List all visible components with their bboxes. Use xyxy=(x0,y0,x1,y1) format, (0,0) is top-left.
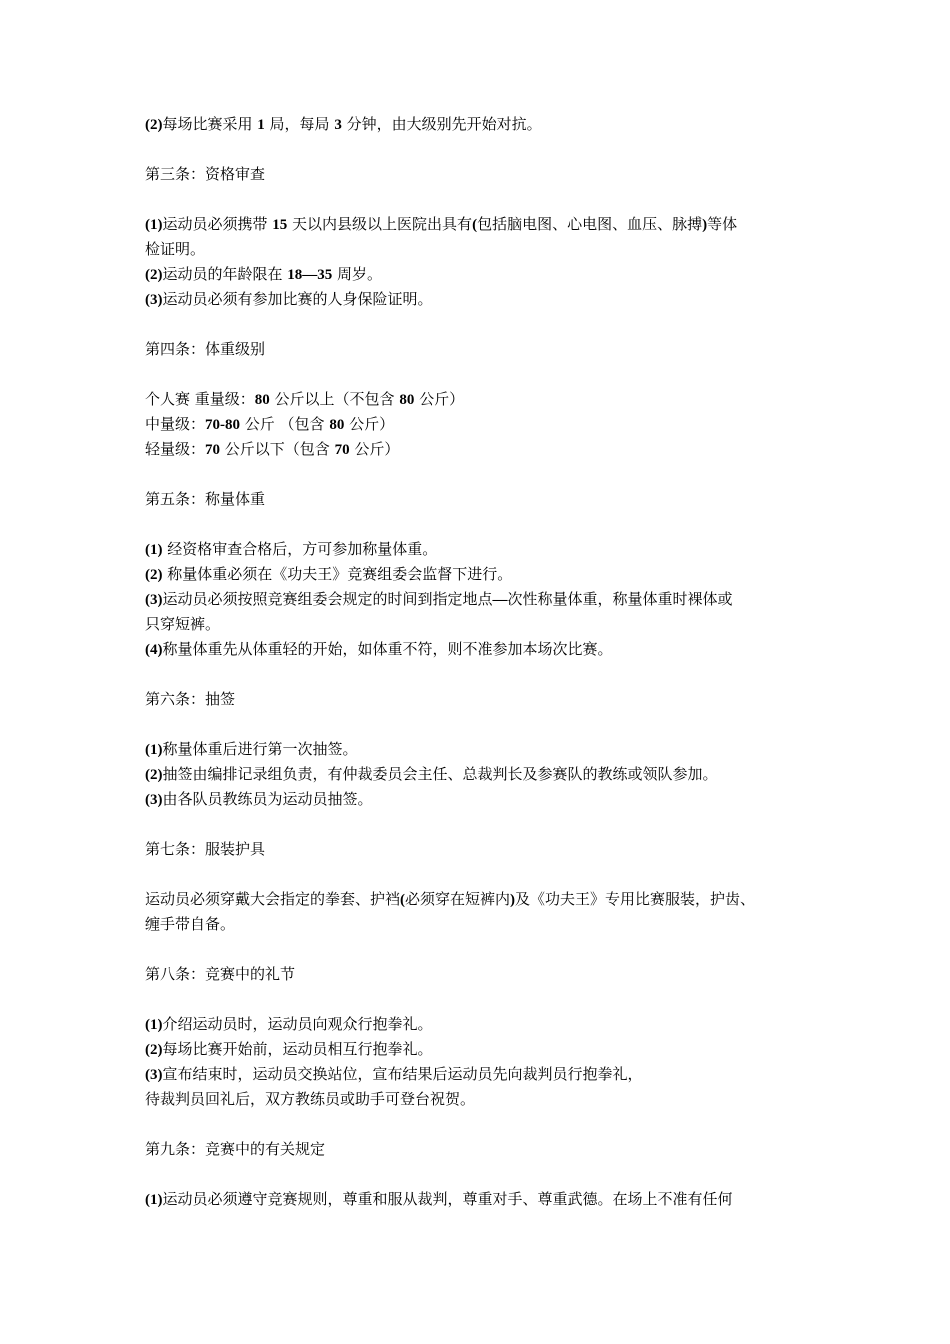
text-line: (3)由各队员教练员为运动员抽签。 xyxy=(145,790,373,808)
text-line: (1) 经资格审查合格后，方可参加称量体重。 xyxy=(145,540,438,558)
text-line: 中量级：70-80 公斤 （包含 80 公斤） xyxy=(145,415,395,433)
section-heading: 第七条：服装护具 xyxy=(145,840,266,858)
text-line: (3)运动员必须有参加比赛的人身保险证明。 xyxy=(145,290,433,308)
text-line: (1)介绍运动员时，运动员向观众行抱拳礼。 xyxy=(145,1015,433,1033)
document-page xyxy=(145,112,825,1212)
text-line: (2)运动员的年龄限在 18—35 周岁。 xyxy=(145,265,383,283)
section-heading: 第八条：竞赛中的礼节 xyxy=(145,965,296,983)
text-line: (1)运动员必须遵守竞赛规则，尊重和服从裁判，尊重对手、尊重武德。在场上不准有任何 xyxy=(145,1190,733,1208)
text-line: 个人赛 重量级：80 公斤以上（不包含 80 公斤） xyxy=(145,390,465,408)
section-heading: 第三条：资格审查 xyxy=(145,165,266,183)
text-line: (1)运动员必须携带 15 天以内县级以上医院出具有(包括脑电图、心电图、血压、脉搏)等体 xyxy=(145,215,738,233)
text-line: (3)宣布结束时，运动员交换站位，宣布结果后运动员先向裁判员行抱拳礼， xyxy=(145,1065,643,1083)
text-line: 只穿短裤。 xyxy=(145,615,221,633)
section-heading: 第九条：竞赛中的有关规定 xyxy=(145,1140,326,1158)
text-line: (4)称量体重先从体重轻的开始，如体重不符，则不准参加本场次比赛。 xyxy=(145,640,613,658)
text-line: (3)运动员必须按照竞赛组委会规定的时间到指定地点—次性称量体重，称量体重时裸体或 xyxy=(145,590,733,608)
text-line: (2) 称量体重必须在《功夫王》竞赛组委会监督下进行。 xyxy=(145,565,513,583)
text-line: 缠手带自备。 xyxy=(145,915,236,933)
section-heading: 第四条：体重级别 xyxy=(145,340,266,358)
text-line: (1)称量体重后进行第一次抽签。 xyxy=(145,740,358,758)
section-heading: 第六条：抽签 xyxy=(145,690,236,708)
text-line: 轻量级：70 公斤以下（包含 70 公斤） xyxy=(145,440,400,458)
text-line: 待裁判员回礼后，双方教练员或助手可登台祝贺。 xyxy=(145,1090,476,1108)
section-heading: 第五条：称量体重 xyxy=(145,490,266,508)
text-line: 检证明。 xyxy=(145,240,206,258)
text-line: (2)每场比赛采用 1 局，每局 3 分钟，由大级别先开始对抗。 xyxy=(145,115,542,133)
text-line: (2)每场比赛开始前，运动员相互行抱拳礼。 xyxy=(145,1040,433,1058)
text-line: 运动员必须穿戴大会指定的拳套、护裆(必须穿在短裤内)及《功夫王》专用比赛服装，护齿、 xyxy=(145,890,756,908)
text-line: (2)抽签由编排记录组负责，有仲裁委员会主任、总裁判长及参赛队的教练或领队参加。 xyxy=(145,765,718,783)
